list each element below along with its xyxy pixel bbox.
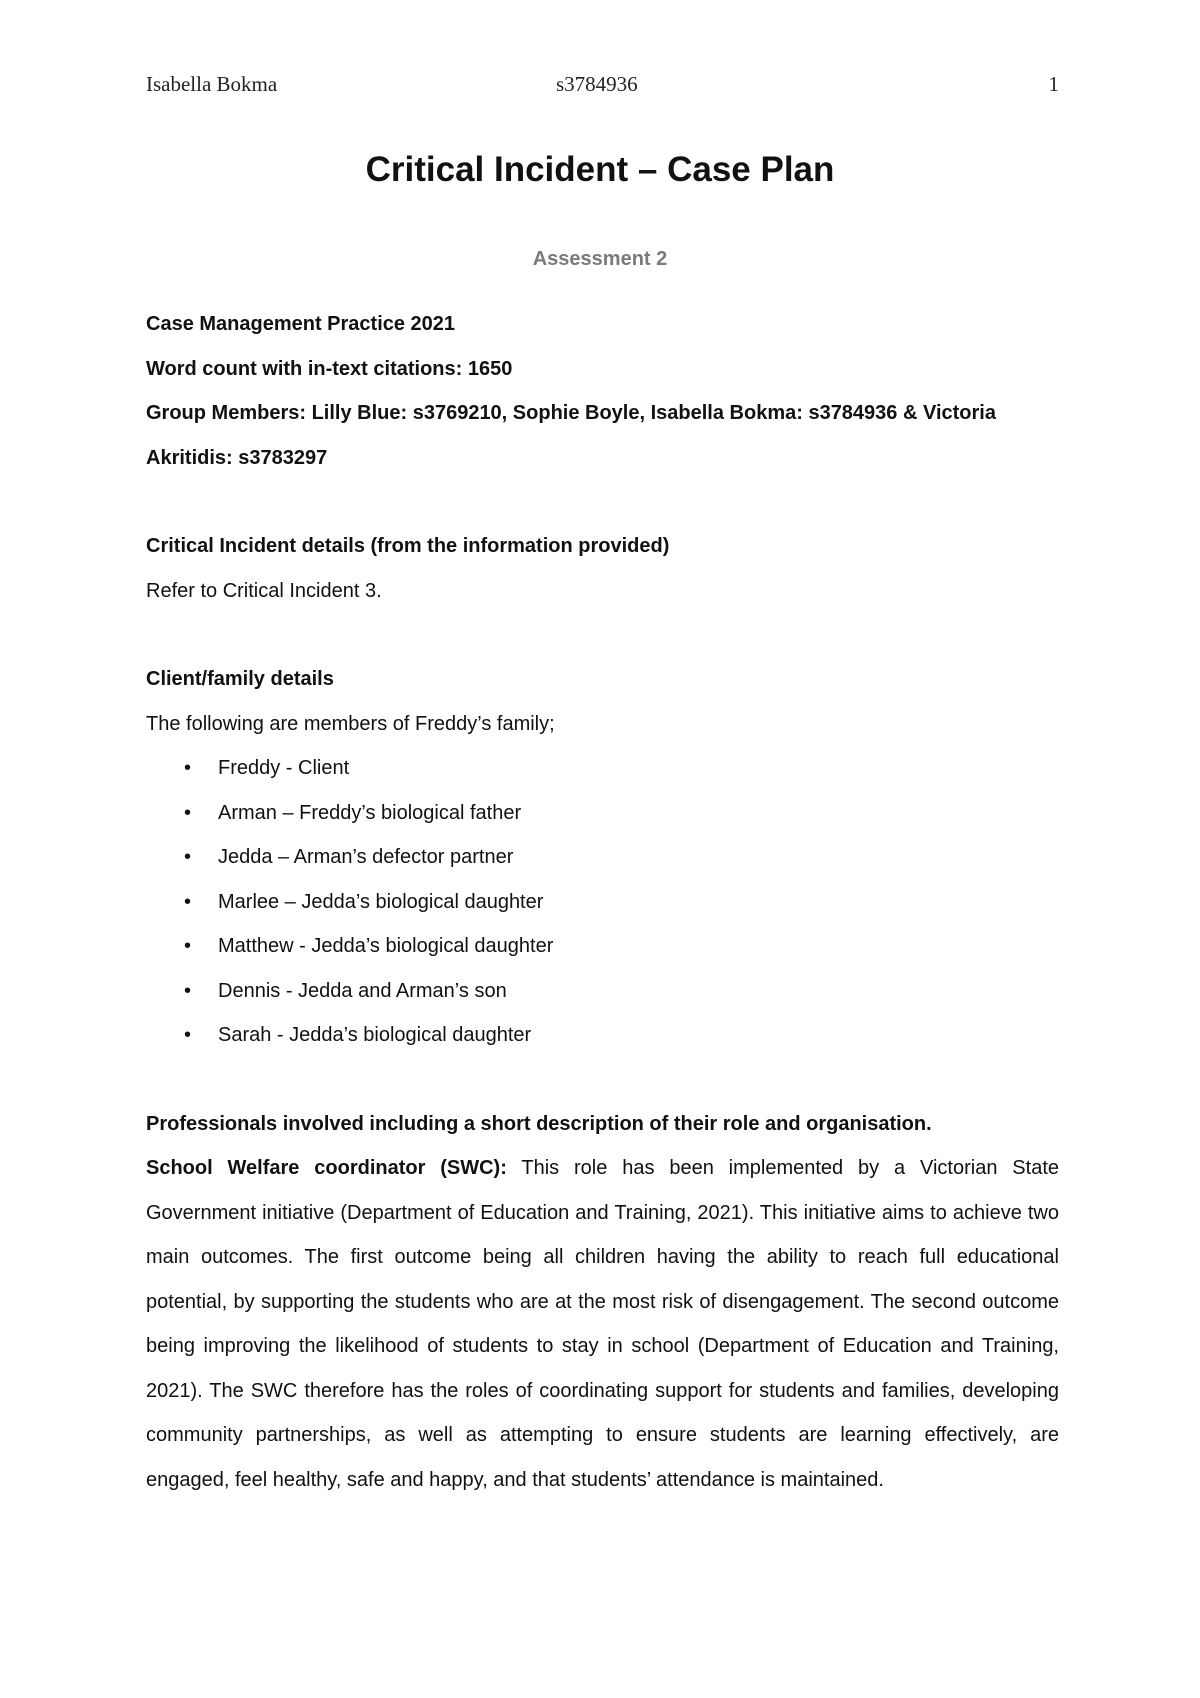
- bullet-icon: •: [184, 979, 192, 1002]
- family-member: Jedda – Arman’s defector partner: [218, 846, 514, 868]
- bullet-icon: •: [184, 757, 192, 779]
- group-members-line-1: Group Members: Lilly Blue: s3769210, Sophie Boyle, Isabella Bokma: s3784936 & Victoria: [146, 402, 996, 424]
- list-item: [146, 746, 1059, 791]
- list-item: [146, 835, 1059, 880]
- family-member: Matthew - Jedda’s biological daughter: [218, 935, 554, 957]
- swc-paragraph: [146, 1146, 1059, 1502]
- document-subtitle: Assessment 2: [532, 248, 668, 270]
- list-item: [146, 1013, 1059, 1058]
- course-line: Case Management Practice 2021: [146, 313, 456, 335]
- family-member: Sarah - Jedda’s biological daughter: [218, 1024, 532, 1046]
- family-member: Arman – Freddy’s biological father: [218, 801, 522, 824]
- bullet-icon: •: [184, 801, 192, 824]
- group-members-line-2: Akritidis: s3783297: [146, 446, 328, 469]
- family-member: Marlee – Jedda’s biological daughter: [218, 890, 544, 913]
- incident-text: Refer to Critical Incident 3.: [146, 579, 382, 602]
- bullet-icon: •: [184, 935, 192, 957]
- family-member: Freddy - Client: [218, 757, 350, 779]
- page-header: [146, 72, 1059, 102]
- header-page-number: 1: [1048, 72, 1059, 96]
- header-author: Isabella Bokma: [146, 72, 278, 96]
- list-item: [146, 969, 1059, 1014]
- document-body: [146, 302, 1059, 1502]
- family-intro: The following are members of Freddy’s family;: [146, 712, 555, 735]
- family-member-list: [146, 746, 1059, 1058]
- incident-heading: Critical Incident details (from the information provided): [146, 535, 670, 557]
- list-item: [146, 791, 1059, 836]
- spacer: [146, 1058, 1059, 1102]
- spacer: [146, 613, 1059, 657]
- bullet-icon: •: [184, 890, 192, 913]
- list-item: [146, 880, 1059, 925]
- bullet-icon: •: [184, 1024, 192, 1046]
- header-student-id: s3784936: [556, 72, 638, 96]
- bullet-icon: •: [184, 846, 192, 868]
- list-item: [146, 924, 1059, 969]
- swc-text: This role has been implemented by a Victorian State Government initiative (Department of Education and Training, 2021). This initiative aims to achieve two main outcomes. The first outcome being all children having the ability to reach full educational potential, by supporting the students who are at the most risk of disengagement. The second outcome being improving the likelihood of students to stay in school (Department of Education and Training, 2021). The SWC therefore has the roles of coordinating support for students and families, developing community partnerships, as well as attempting to ensure students are learning effectively, are engaged, feel healthy, safe and happy, and that students’ attendance is maintained.: [146, 1157, 1060, 1491]
- spacer: [146, 480, 1059, 524]
- professionals-heading: Professionals involved including a short description of their role and organisation.: [146, 1112, 932, 1135]
- word-count-line: Word count with in-text citations: 1650: [146, 357, 513, 380]
- document-title: Critical Incident – Case Plan: [365, 150, 835, 189]
- family-member: Dennis - Jedda and Arman’s son: [218, 979, 507, 1002]
- swc-label: School Welfare coordinator (SWC):: [146, 1157, 507, 1179]
- family-heading: Client/family details: [146, 668, 334, 690]
